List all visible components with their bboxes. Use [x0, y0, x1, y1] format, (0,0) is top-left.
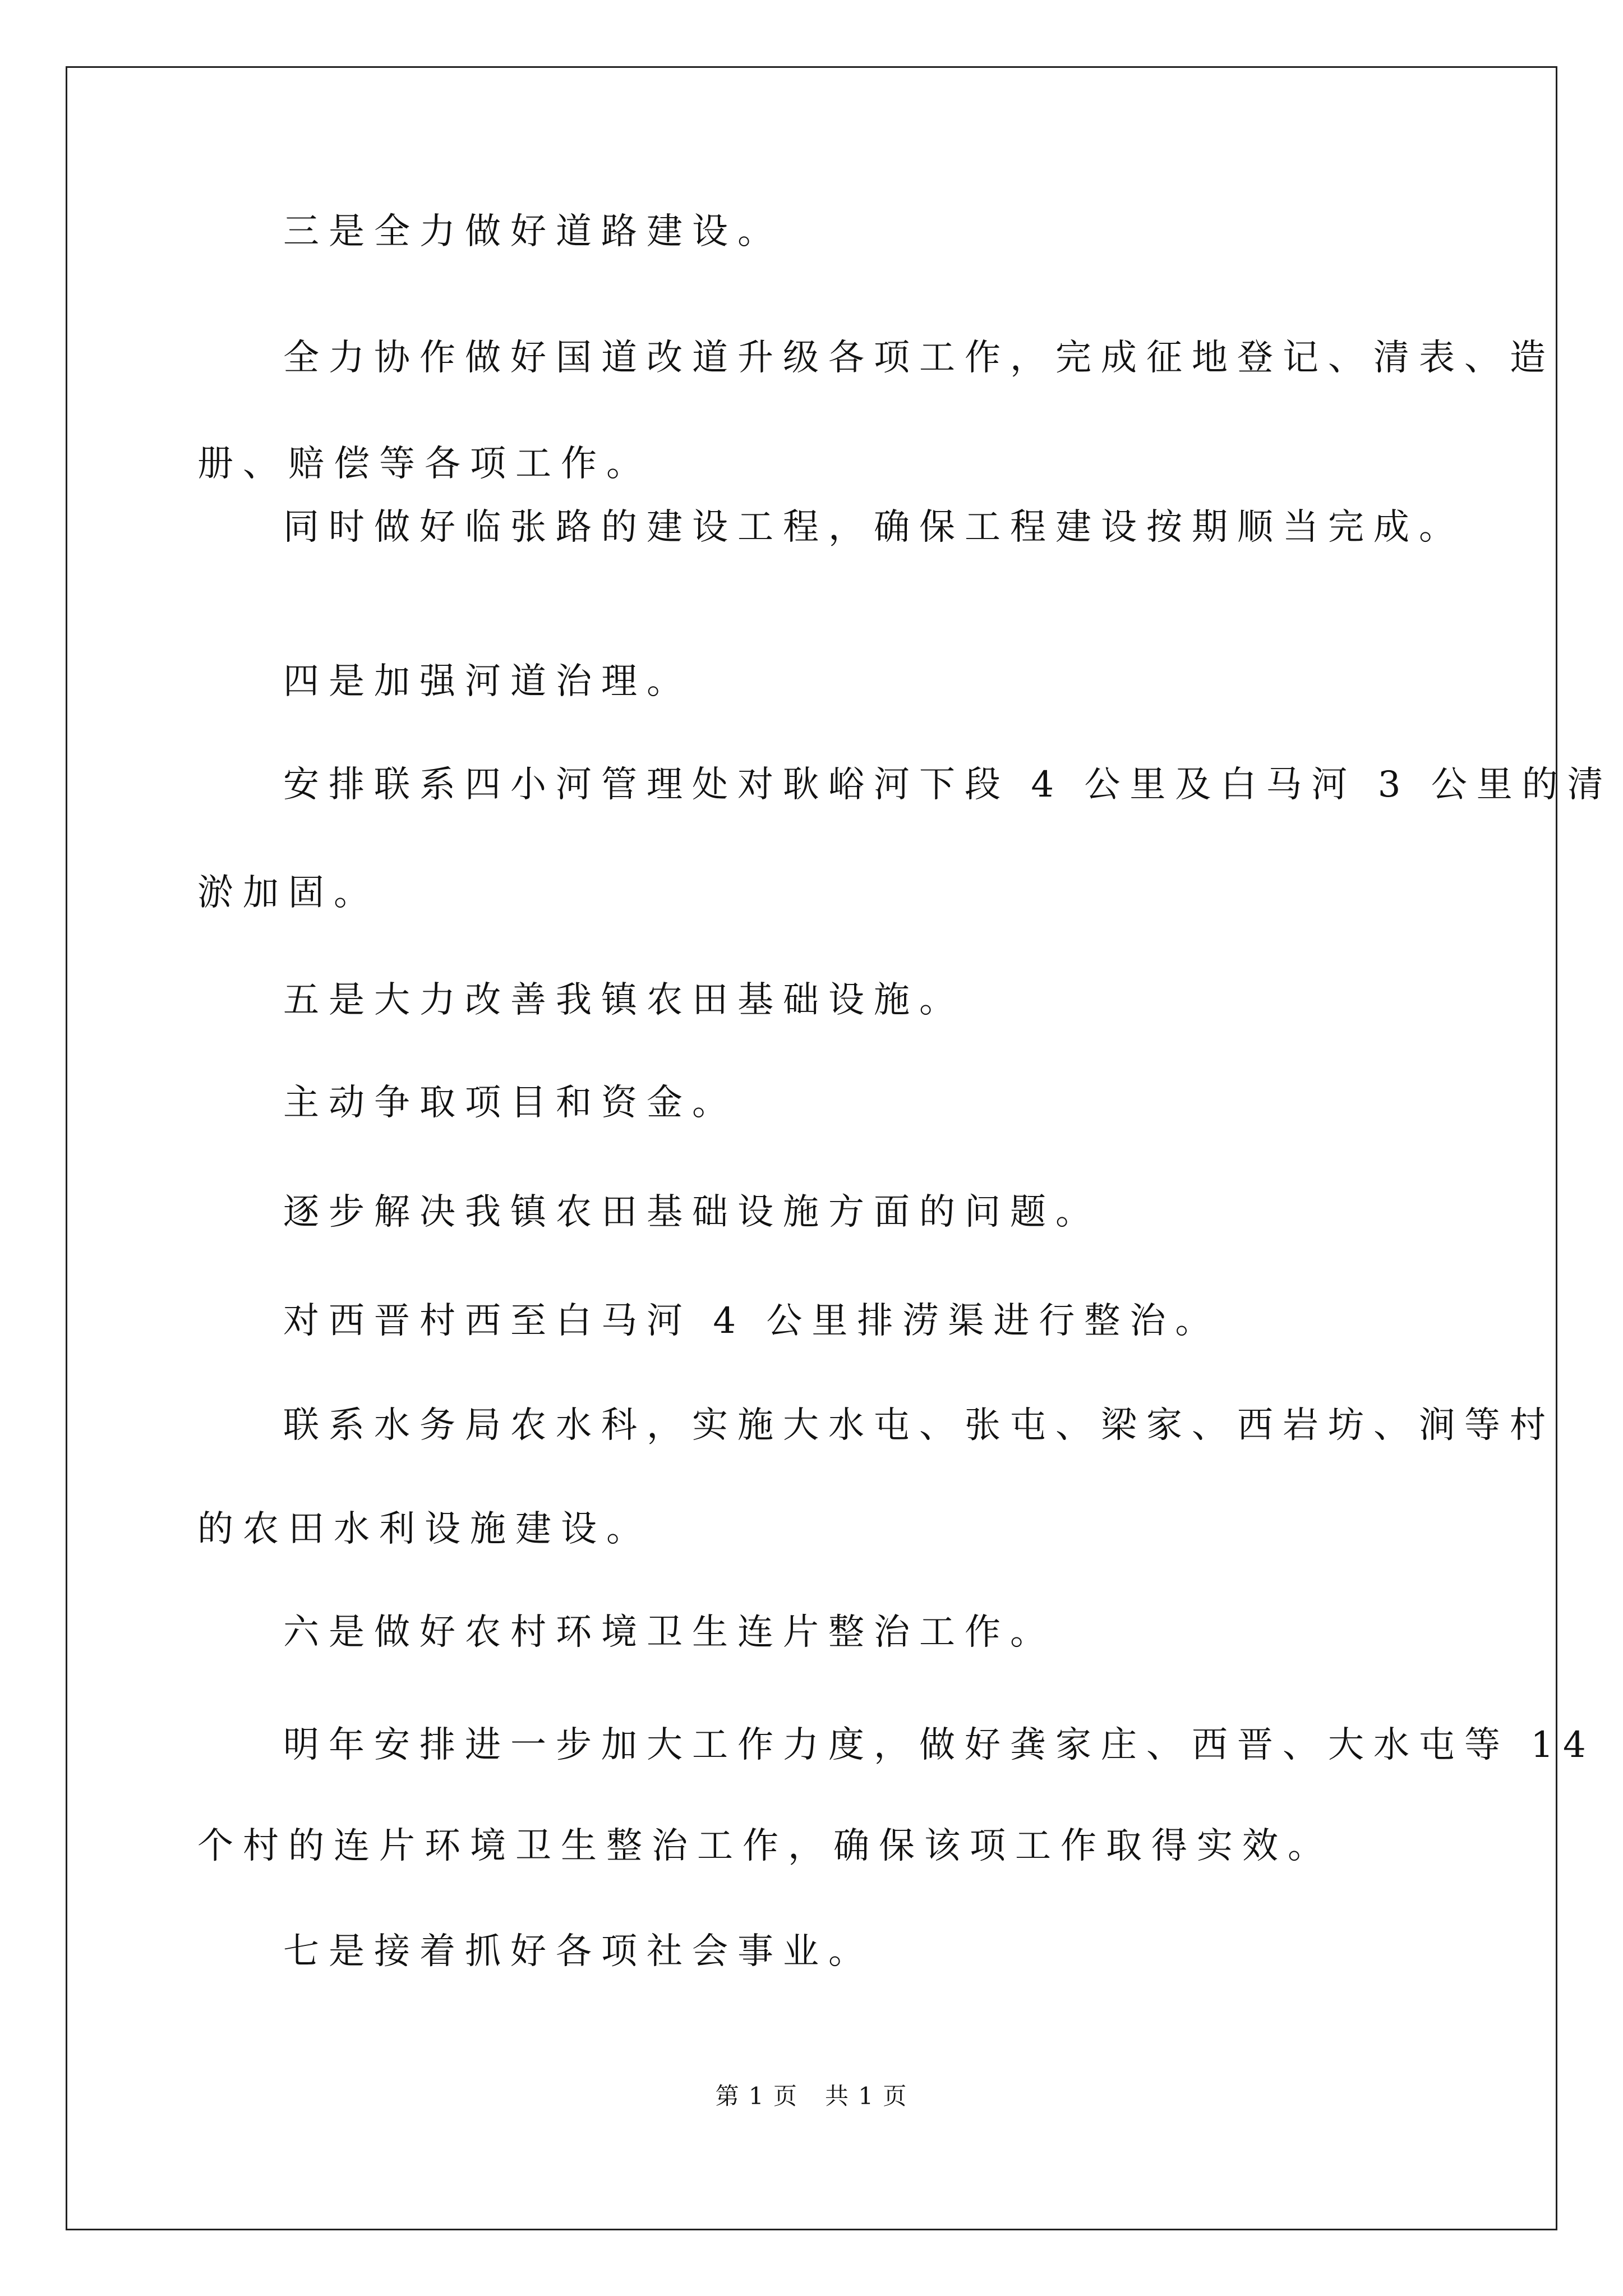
paragraph-line: 六是做好农村环境卫生连片整治工作。	[283, 1612, 1055, 1653]
paragraph-line: 册、赔偿等各项工作。	[197, 443, 652, 485]
page-number: 第 1 页	[715, 2082, 798, 2110]
paragraph-line: 明年安排进一步加大工作力度，做好龚家庄、西晋、大水屯等 14	[283, 1724, 1596, 1766]
paragraph-line: 四是加强河道治理。	[283, 661, 692, 702]
paragraph-line: 对西晋村西至白马河 4 公里排涝渠进行整治。	[283, 1300, 1221, 1342]
paragraph-line: 三是全力做好道路建设。	[283, 211, 783, 252]
page-footer	[0, 2082, 1623, 2110]
paragraph-line: 主动争取项目和资金。	[283, 1082, 737, 1124]
paragraph-line: 淤加固。	[197, 872, 379, 914]
paragraph-line: 个村的连片环境卫生整治工作，确保该项工作取得实效。	[197, 1825, 1333, 1867]
paragraph-line: 联系水务局农水科，实施大水屯、张屯、梁家、西岩坊、涧等村	[283, 1405, 1555, 1446]
paragraph-line: 同时做好临张路的建设工程，确保工程建设按期顺当完成。	[283, 507, 1464, 548]
paragraph-line: 的农田水利设施建设。	[197, 1508, 652, 1550]
paragraph-line: 七是接着抓好各项社会事业。	[283, 1931, 874, 1972]
paragraph-line: 安排联系四小河管理处对耿峪河下段 4 公里及白马河 3 公里的清	[283, 764, 1613, 806]
paragraph-line: 全力协作做好国道改道升级各项工作，完成征地登记、清表、造	[283, 337, 1555, 379]
paragraph-line: 逐步解决我镇农田基础设施方面的问题。	[283, 1191, 1101, 1233]
total-pages: 共 1 页	[825, 2082, 908, 2110]
paragraph-line: 五是大力改善我镇农田基础设施。	[283, 979, 965, 1021]
